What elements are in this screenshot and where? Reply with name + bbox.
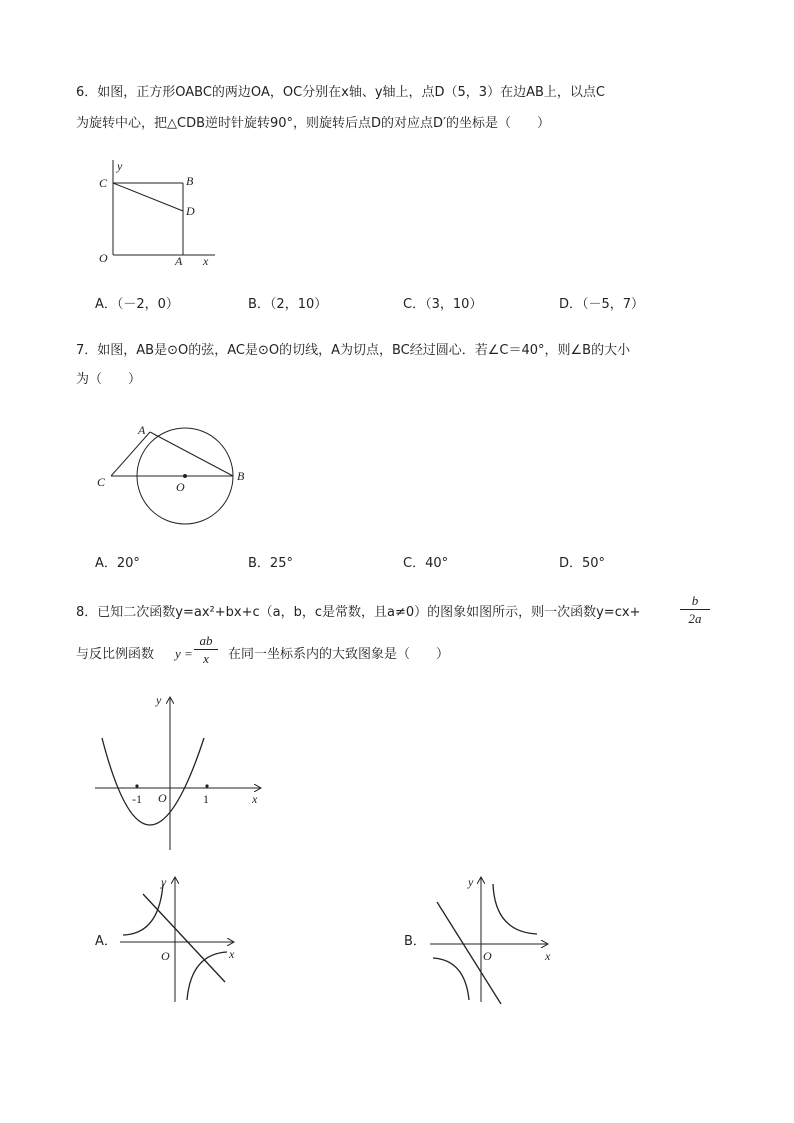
q7-option-a[interactable]: A．20° xyxy=(95,556,140,571)
q8-graph-label-x: x xyxy=(252,792,258,806)
q8-graph-label-neg1: -1 xyxy=(132,792,142,806)
q8-fraction-b-over-2a xyxy=(680,593,710,626)
q8-option-b-label-y: y xyxy=(468,875,474,889)
q8-text-line2-post: 在同一坐标系内的大致图象是（ ） xyxy=(228,647,450,662)
q6-label-x: x xyxy=(203,254,209,268)
q6-option-d[interactable]: D．（－5，7） xyxy=(559,297,645,312)
q8-option-a-graph[interactable] xyxy=(115,872,250,1007)
q8-text-line1: 8．已知二次函数y=ax²+bx+c（a，b，c是常数，且a≠0）的图象如图所示，则一次函数y=cx+ xyxy=(76,605,641,620)
q8-graph-label-y: y xyxy=(156,693,162,707)
q6-option-a[interactable]: A．（－2，0） xyxy=(95,297,179,312)
q8-text-line2-pre: 与反比例函数 xyxy=(76,647,155,662)
q8-fraction-denominator: 2a xyxy=(688,611,702,626)
q7-text-line2: 为（ ） xyxy=(76,372,142,387)
q6-text-line1: 6．如图，正方形OABC的两边OA，OC分别在x轴、y轴上，点D（5，3）在边AB上，以点C xyxy=(76,85,605,100)
q8-option-b-label-o: O xyxy=(483,949,492,963)
q7-option-c[interactable]: C．40° xyxy=(403,556,449,571)
q7-label-a: A xyxy=(138,423,146,437)
q6-figure xyxy=(95,155,225,270)
q8-option-a-letter[interactable]: A． xyxy=(95,934,117,949)
q8-graph-label-1: 1 xyxy=(203,792,209,806)
q8-fraction-numerator: b xyxy=(691,593,699,608)
q6-option-c[interactable]: C．（3，10） xyxy=(403,297,483,312)
q8-fraction2-numerator: ab xyxy=(199,633,213,648)
q6-label-a: A xyxy=(175,254,183,268)
q8-option-a-label-y: y xyxy=(161,875,167,889)
q7-option-d[interactable]: D．50° xyxy=(559,556,606,571)
q6-label-b: B xyxy=(186,174,194,188)
q8-parabola-graph xyxy=(90,690,270,850)
q6-label-d: D xyxy=(186,204,195,218)
q6-label-y: y xyxy=(117,159,123,173)
q7-label-o: O xyxy=(176,480,185,494)
q8-eq-y: y = xyxy=(175,646,193,661)
q8-option-a-label-x: x xyxy=(229,947,235,961)
q6-label-c: C xyxy=(99,176,108,190)
q8-fraction-ab-over-x xyxy=(194,633,218,666)
q6-option-b[interactable]: B．（2，10） xyxy=(248,297,328,312)
q8-option-b-graph[interactable] xyxy=(425,872,565,1007)
q6-text-line2: 为旋转中心，把△CDB逆时针旋转90°，则旋转后点D的对应点D′的坐标是（ ） xyxy=(76,116,551,131)
q8-option-b-label-x: x xyxy=(545,949,551,963)
q7-label-c: C xyxy=(97,475,106,489)
q8-graph-label-o: O xyxy=(158,791,167,805)
q8-fraction2-denominator: x xyxy=(203,651,209,666)
q8-option-b-letter[interactable]: B． xyxy=(404,934,426,949)
q7-option-b[interactable]: B．25° xyxy=(248,556,293,571)
q8-option-a-label-o: O xyxy=(161,949,170,963)
q7-figure xyxy=(95,418,265,530)
q7-text-line1: 7．如图，AB是⊙O的弦，AC是⊙O的切线，A为切点，BC经过圆心．若∠C＝40°，则∠B的大小 xyxy=(76,343,631,358)
q7-label-b: B xyxy=(237,469,245,483)
q6-label-o: O xyxy=(99,251,108,265)
